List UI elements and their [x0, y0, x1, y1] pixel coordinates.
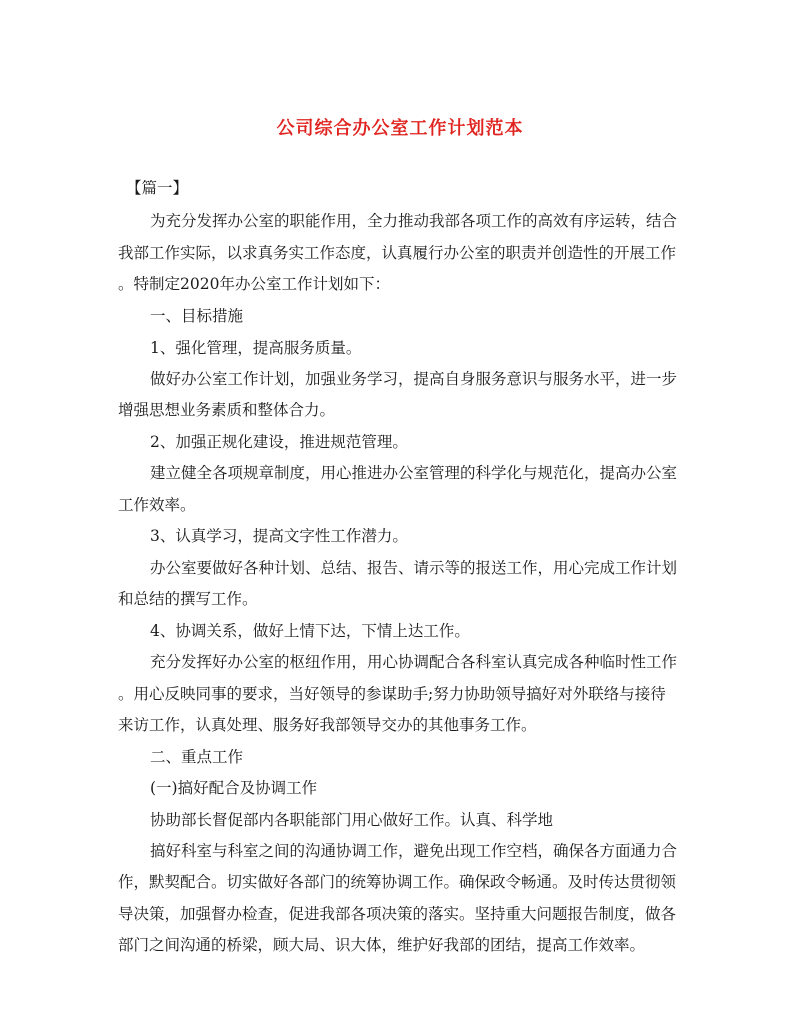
subheading: 一、目标措施 [150, 307, 244, 325]
paragraph-line: 协助部长督促部内各职能部门用心做好工作。认真、科学地 [150, 811, 554, 829]
paragraph-line: 增强思想业务素质和整体合力。 [118, 401, 336, 419]
paragraph-line: 办公室要做好各种计划、总结、报告、请示等的报送工作，用心完成工作计划 [150, 559, 678, 577]
paragraph-line: 。特制定2020年办公室工作计划如下： [118, 275, 390, 293]
paragraph-line: 工作效率。 [118, 496, 196, 514]
paragraph-line: 作，默契配合。切实做好各部门的统筹协调工作。确保政令畅通。及时传达贯彻领 [118, 873, 677, 891]
subheading: 3、认真学习，提高文字性工作潜力。 [150, 527, 408, 545]
subheading: 2、加强正规化建设，推进规范管理。 [150, 433, 408, 451]
paragraph-line: 部门之间沟通的桥梁，顾大局、识大体，维护好我部的团结，提高工作效率。 [118, 936, 646, 954]
paragraph-line: 建立健全各项规章制度，用心推进办公室管理的科学化与规范化，提高办公室 [150, 464, 678, 482]
paragraph-line: 充分发挥好办公室的枢纽作用，用心协调配合各科室认真完成各种临时性工作 [150, 653, 678, 671]
section-heading: 【篇一】 [126, 179, 189, 197]
subheading: (一)搞好配合及协调工作 [150, 779, 318, 797]
paragraph-line: 和总结的撰写工作。 [118, 590, 258, 608]
document-title: 公司综合办公室工作计划范本 [276, 118, 524, 139]
subheading: 1、强化管理，提高服务质量。 [150, 339, 362, 357]
paragraph-line: 导决策，加强督办检查，促进我部各项决策的落实。坚持重大问题报告制度，做各 [118, 905, 677, 923]
paragraph-line: 我部工作实际，以求真务实工作态度，认真履行办公室的职责并创造性的开展工作 [118, 244, 677, 262]
paragraph-line: 来访工作，认真处理、服务好我部领导交办的其他事务工作。 [118, 716, 537, 734]
paragraph-line: 做好办公室工作计划，加强业务学习，提高自身服务意识与服务水平，进一步 [150, 370, 678, 388]
subheading: 4、协调关系，做好上情下达，下情上达工作。 [150, 622, 470, 640]
paragraph-line: 搞好科室与科室之间的沟通协调工作，避免出现工作空档，确保各方面通力合 [150, 842, 678, 860]
paragraph-line: 。用心反映同事的要求，当好领导的参谋助手;努力协助领导搞好对外联络与接待 [118, 685, 666, 703]
paragraph-line: 为充分发挥办公室的职能作用，全力推动我部各项工作的高效有序运转，结合 [150, 212, 678, 230]
subheading: 二、重点工作 [150, 748, 244, 766]
